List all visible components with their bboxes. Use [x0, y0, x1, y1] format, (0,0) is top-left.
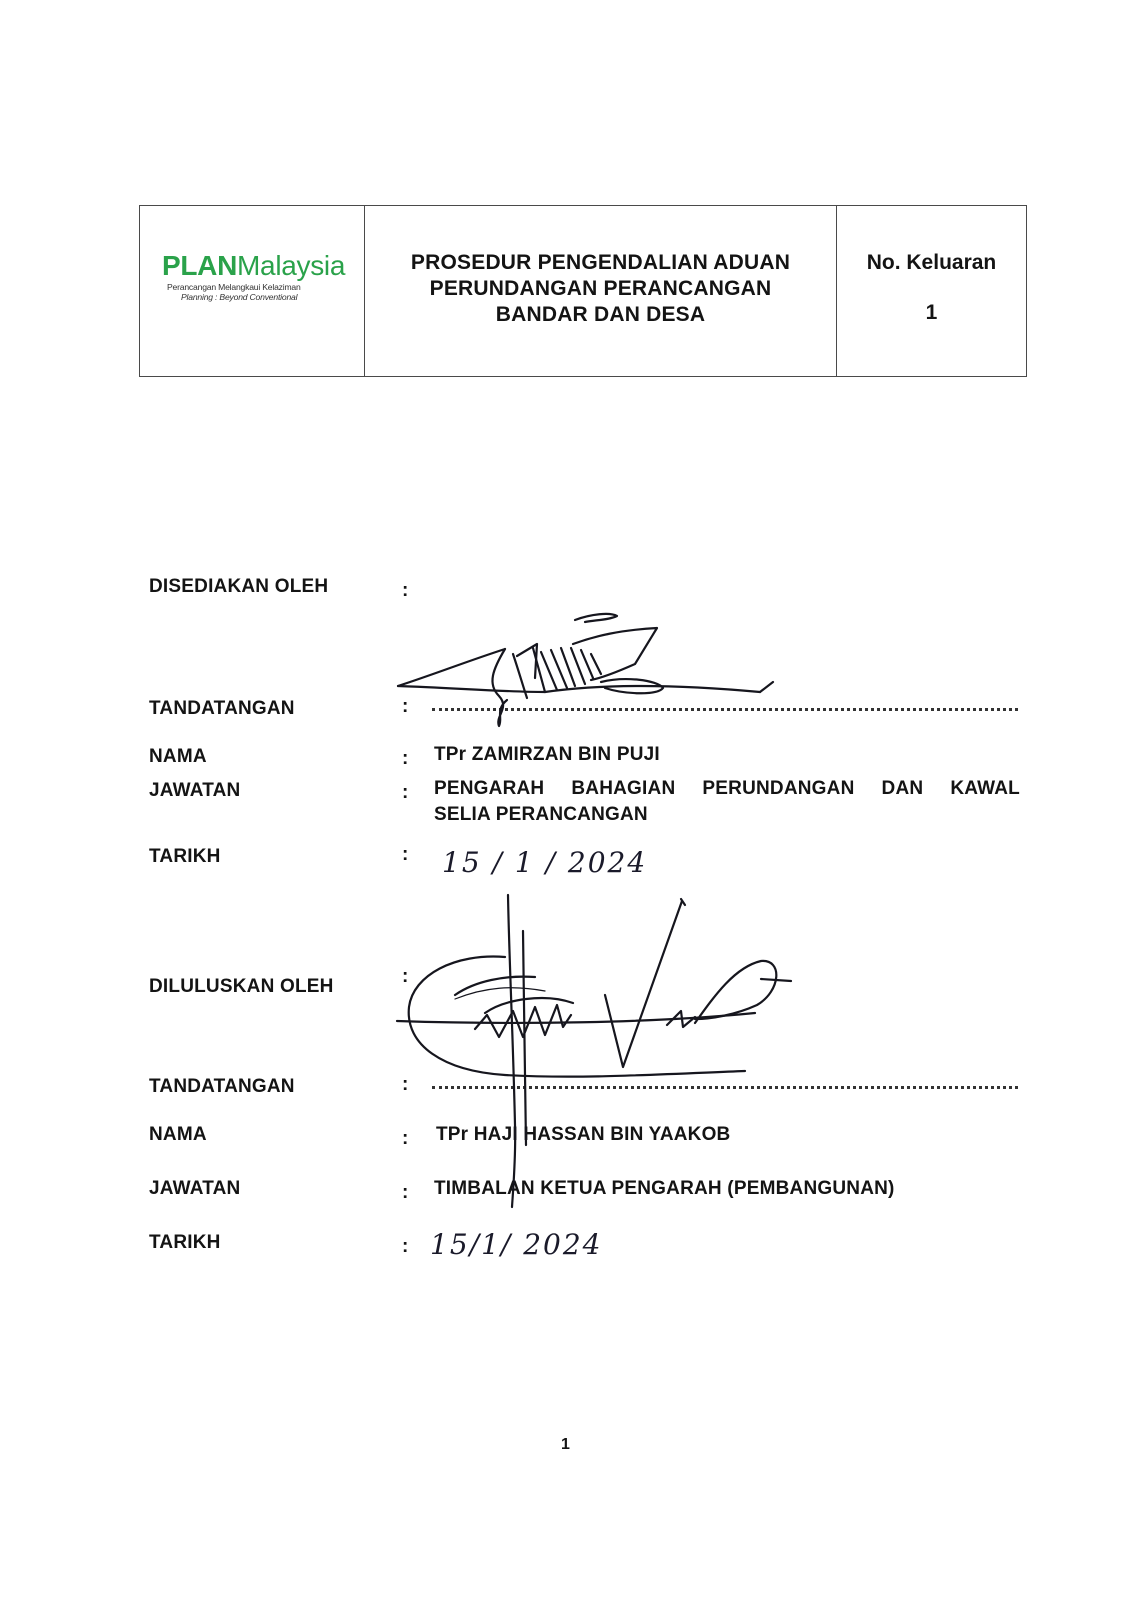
prepared-position-label: JAWATAN	[149, 780, 241, 801]
issue-number: 1	[925, 301, 938, 324]
prepared-name-label: NAMA	[149, 746, 207, 767]
title-line-2: PERUNDANGAN PERANCANGAN	[429, 277, 772, 300]
prepared-position-value	[434, 776, 1020, 828]
approved-signature-image	[395, 895, 815, 1235]
prepared-position-line-1	[434, 776, 1020, 802]
prepared-signature-image	[395, 614, 805, 734]
logo-cell	[140, 206, 365, 376]
title-line-1: PROSEDUR PENGENDALIAN ADUAN	[410, 251, 791, 274]
approved-position-value: TIMBALAN KETUA PENGARAH (PEMBANGUNAN)	[434, 1178, 895, 1199]
prepared-name-colon: :	[402, 748, 409, 769]
prepared-signature-colon: :	[402, 696, 409, 717]
prepared-position-colon: :	[402, 782, 409, 803]
title-line-3: BANDAR DAN DESA	[495, 303, 706, 326]
approved-signature-colon: :	[402, 1074, 409, 1095]
approved-position-colon: :	[402, 1182, 409, 1203]
approved-by-colon: :	[402, 966, 409, 987]
document-title	[365, 206, 837, 376]
prepared-date-handwritten: 15 / 1 / 2024	[442, 846, 648, 879]
position-word: BAHAGIAN	[571, 778, 676, 799]
prepared-date-label: TARIKH	[149, 846, 221, 867]
prepared-signature-label: TANDATANGAN	[149, 698, 295, 719]
position-word: PERUNDANGAN	[702, 778, 855, 799]
approved-name-value: TPr HAJI HASSAN BIN YAAKOB	[436, 1124, 731, 1145]
approved-signature-label: TANDATANGAN	[149, 1076, 295, 1097]
approved-name-colon: :	[402, 1128, 409, 1149]
prepared-by-colon: :	[402, 580, 409, 601]
position-word: PENGARAH	[434, 778, 545, 799]
issue-cell	[837, 206, 1026, 376]
logo-plan-text: PLAN	[162, 250, 238, 281]
approved-name-label: NAMA	[149, 1124, 207, 1145]
document-header-table	[139, 205, 1027, 377]
planmalaysia-logo	[162, 250, 352, 302]
position-word: KAWAL	[950, 778, 1020, 799]
logo-tagline-malay: Perancangan Melangkaui Kelaziman	[167, 282, 301, 292]
approved-date-label: TARIKH	[149, 1232, 221, 1253]
approved-date-handwritten: 15/1/ 2024	[430, 1228, 603, 1261]
page-number: 1	[561, 1436, 570, 1453]
approved-position-label: JAWATAN	[149, 1178, 241, 1199]
logo-malaysia-text: Malaysia	[237, 250, 346, 281]
prepared-by-label: DISEDIAKAN OLEH	[149, 576, 329, 597]
prepared-date-colon: :	[402, 844, 409, 865]
logo-wordmark	[162, 250, 352, 282]
approved-by-label: DILULUSKAN OLEH	[149, 976, 334, 997]
prepared-position-line-2: SELIA PERANCANGAN	[434, 804, 648, 825]
approved-date-colon: :	[402, 1236, 409, 1257]
prepared-name-value: TPr ZAMIRZAN BIN PUJI	[434, 744, 660, 765]
issue-label: No. Keluaran	[866, 251, 997, 274]
position-word: DAN	[881, 778, 924, 799]
logo-tagline-english: Planning : Beyond Conventional	[181, 292, 298, 302]
